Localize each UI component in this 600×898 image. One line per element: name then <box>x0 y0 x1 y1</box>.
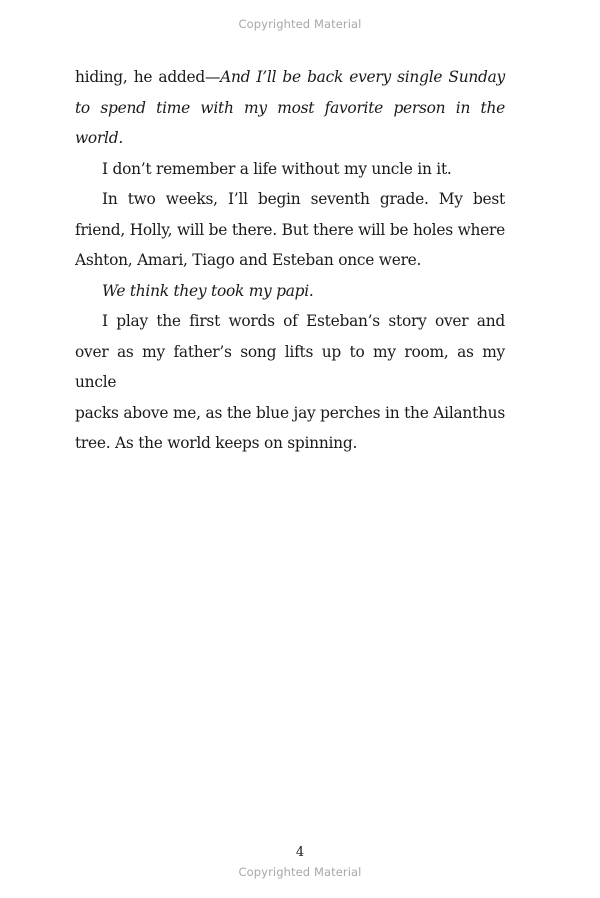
text-line: I play the first words of Esteban’s story over and <box>102 312 505 330</box>
text-line: Ashton, Amari, Tiago and Esteban once were. <box>75 251 422 269</box>
text-line <box>75 62 505 93</box>
paragraph <box>75 306 505 459</box>
page-number: 4 <box>295 845 305 860</box>
italic-text-run: to spend time with my most favorite person in the world. <box>75 98 505 147</box>
copyright-watermark-top: Copyrighted Material <box>238 17 362 31</box>
text-line: over as my father’s song lifts up to my room, as my uncle <box>75 342 505 391</box>
italic-text-run: And I’ll be back every single Sunday <box>220 68 505 86</box>
page-body-text <box>75 62 505 459</box>
copyright-watermark-bottom: Copyrighted Material <box>238 865 362 879</box>
paragraph <box>75 154 505 185</box>
italic-text-run: We think they took my papi. <box>102 281 314 300</box>
text-run: hiding, he added— <box>75 68 221 86</box>
text-line: friend, Holly, will be there. But there will be holes where <box>75 220 505 239</box>
paragraph-italic <box>75 276 505 307</box>
text-line: I don’t remember a life without my uncle in it. <box>102 159 452 178</box>
text-line: tree. As the world keeps on spinning. <box>75 434 358 452</box>
paragraph <box>75 184 505 276</box>
paragraph-continued <box>75 62 505 154</box>
text-line: In two weeks, I’ll begin seventh grade. My best <box>102 190 505 208</box>
text-line <box>75 93 505 154</box>
text-line <box>75 276 505 307</box>
text-line: packs above me, as the blue jay perches in the Ailanthus <box>75 403 505 422</box>
